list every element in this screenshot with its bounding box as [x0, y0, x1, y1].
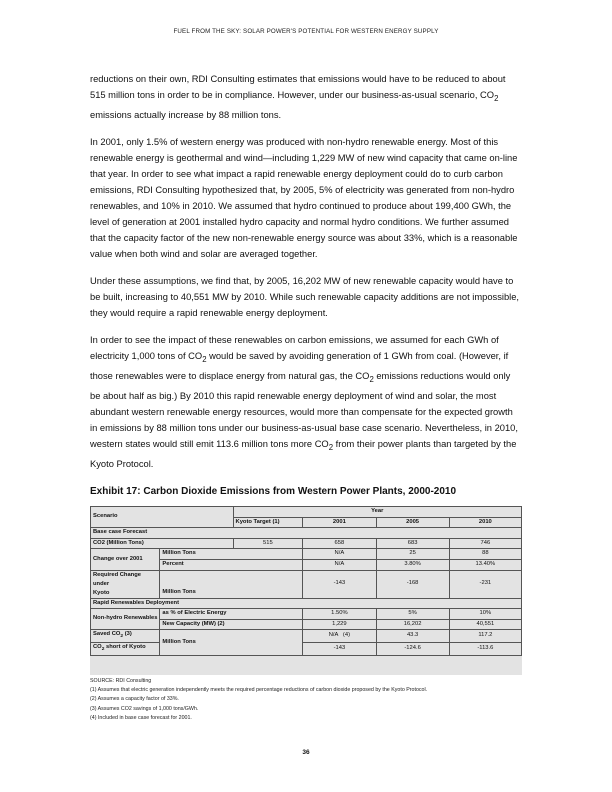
- header-2001: 2001: [303, 517, 376, 528]
- section-rapid: Rapid Renewables Deployment: [91, 598, 522, 609]
- cell: -113.6: [449, 643, 521, 656]
- paragraph: In 2001, only 1.5% of western energy was produced with non-hydro renewable energy. Most of this renewable energy is geothermal and wind—including 1,229 MW of new wind capacity that came on-line that year. In order to see what impact a rapid renewable energy deployment could do to curb carbon emissions, RDI Consulting hypothesized that, by 2005, 5% of electricity was generated from non-hydro renewables, and 10% in 2010. We assumed that hydro continued to produce about 199,400 GWh, the level of generation at 2001 installed hydro capacity and normal hydro conditions. We further assumed that the capacity factor of the new non-renewable energy source was about 33%, which is a reasonable value when both wind and solar are averaged together.: [90, 136, 518, 260]
- row-label-saved: Saved $CO_2$ (3): [91, 630, 160, 643]
- cell: N/A: [303, 559, 376, 570]
- header-scenario: Scenario: [91, 507, 234, 528]
- footnote: (3) Assumes CO2 savings of 1,000 tons/GWh.: [90, 705, 199, 712]
- cell: 117.2: [449, 630, 521, 643]
- cell: 13.40%: [449, 559, 521, 570]
- body-text: [90, 71, 522, 483]
- footnote: (1) Assumes that electric generation independently meets the required percentage reductions of carbon dioxide proposed by the Kyoto Protocol.: [90, 687, 428, 694]
- row-label-co2: CO2 (Million Tons): [91, 538, 234, 549]
- page-number: 36: [302, 749, 310, 756]
- row-label-required: [91, 570, 160, 598]
- running-head: FUEL FROM THE SKY: SOLAR POWER'S POTENTIAL FOR WESTERN ENERGY SUPPLY: [173, 28, 439, 35]
- header-2005: 2005: [376, 517, 449, 528]
- section-row: [91, 528, 522, 539]
- unit-cell: Percent: [160, 559, 303, 570]
- table-row: [91, 570, 522, 598]
- cell: 43.3: [376, 630, 449, 643]
- header-year: Year: [233, 507, 521, 518]
- cell: 88: [449, 549, 521, 560]
- table-row: [91, 609, 522, 620]
- row-label-required-line2: Kyoto: [93, 589, 110, 596]
- row-label-nonhydro: Non-hydro Renewables: [91, 609, 160, 630]
- cell: -143: [303, 643, 376, 656]
- cell: 16,202: [376, 619, 449, 630]
- exhibit-title: Exhibit 17: Carbon Dioxide Emissions from Western Power Plants, 2000-2010: [90, 486, 457, 497]
- source-note: SOURCE: RDI Consulting: [90, 678, 152, 684]
- paragraph: In order to see the impact of these renewables on carbon emissions, we assumed for each GWh of electricity 1,000 tons of $CO_2$ would be saved by avoiding generation of 1 GWh from coal. (However, if those renewables were to displace energy from natural gas, the $CO_2$ emissions reductions would only be about half as big.) By 2010 this rapid renewable energy deployment of wind and solar, the most abundant western renewable energy resources, would more than compensate for the expected growth in emissions by 88 million tons under our business-as-usual base case scenario. Nevertheless, in 2010, western states would still emit 113.6 million tons more $CO_2$ from their power plants than targeted by the Kyoto Protocol.: [90, 334, 518, 469]
- cell: 515: [233, 538, 303, 549]
- unit-cell: Million Tons: [160, 630, 303, 656]
- table-header-row: [91, 507, 522, 518]
- cell: N/A: [303, 549, 376, 560]
- emissions-table: [90, 506, 522, 656]
- table-notes: [90, 677, 522, 723]
- cell: -143: [303, 570, 376, 598]
- cell: 658: [303, 538, 376, 549]
- cell: 5%: [376, 609, 449, 620]
- row-label-change: Change over 2001: [91, 549, 160, 570]
- cell: 746: [449, 538, 521, 549]
- header-2010: 2010: [449, 517, 521, 528]
- cell: N/A (4): [303, 630, 376, 643]
- row-label-required-line1: Required Change under: [93, 571, 141, 587]
- unit-cell: as % of Electric Energy: [160, 609, 303, 620]
- row-label-shortof: $CO_2$ short of Kyoto: [91, 643, 160, 656]
- unit-cell: Million Tons: [160, 549, 303, 560]
- cell: 1.50%: [303, 609, 376, 620]
- cell: 40,551: [449, 619, 521, 630]
- paragraph: reductions on their own, RDI Consulting estimates that emissions would have to be reduced to about 515 million tons in order to be in compliance. However, under our business-as-usual scenario, $CO_2$ emissions actually increase by 88 million tons.: [90, 74, 506, 121]
- cell: 3.80%: [376, 559, 449, 570]
- cell: 25: [376, 549, 449, 560]
- cell: -124.6: [376, 643, 449, 656]
- exhibit-table: [90, 506, 522, 675]
- cell: 683: [376, 538, 449, 549]
- cell: -231: [449, 570, 521, 598]
- table-row: [91, 549, 522, 560]
- unit-cell: New Capacity (MW) (2): [160, 619, 303, 630]
- cell: -168: [376, 570, 449, 598]
- section-row: [91, 598, 522, 609]
- unit-cell: Million Tons: [160, 570, 303, 598]
- subscript: 2: [494, 93, 499, 103]
- footnote: (4) Included in base case forecast for 2001.: [90, 714, 192, 721]
- header-kyoto-target: Kyoto Target (1): [233, 517, 303, 528]
- subscript: 2: [202, 354, 207, 364]
- subscript: 2: [328, 442, 334, 452]
- subscript: 2: [369, 374, 374, 384]
- cell: 1,229: [303, 619, 376, 630]
- cell: 10%: [449, 609, 521, 620]
- section-base-case: Base case Forecast: [91, 528, 522, 539]
- table-row: [91, 630, 522, 643]
- table-row: [91, 643, 522, 656]
- paragraph: Under these assumptions, we find that, by 2005, 16,202 MW of new renewable capacity would have to be built, increasing to 40,551 MW by 2010. While such renewable capacity additions are not impossible, they would require a rapid renewable energy deployment.: [90, 275, 520, 319]
- footnote: (2) Assumes a capacity factor of 33%.: [90, 696, 179, 703]
- table-row: [91, 538, 522, 549]
